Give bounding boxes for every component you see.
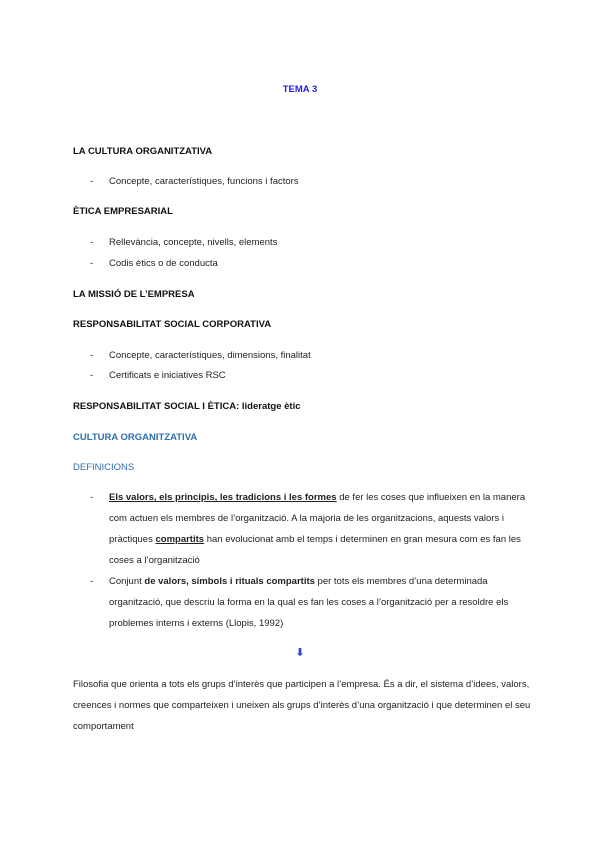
document-title: TEMA 3 xyxy=(282,84,318,95)
definition-2-strong: de valors, símbols i rituals compartits xyxy=(144,576,315,587)
heading-rs-etica: RESPONSABILITAT SOCIAL I ÈTICA: lideratge ètic xyxy=(73,401,301,412)
definition-item-1: - Els valors, els principis, les tradicions i les formes de fer les coses que influeixen en la manera com actuen els membres de l’organització. A la majoria de les organitzacions, aquests valors i pràctiques compartits han evolucionat amb el temps i determinen en gran mesura com es fan les coses a l’organització xyxy=(90,492,526,566)
list-item: - Codis ètics o de conducta xyxy=(90,258,218,269)
definition-item-2: - Conjunt de valors, símbols i rituals compartits per tots els membres d’una determinada organització, que descriu la forma en la qual es fan les coses a l’organització per a resoldre els problemes interns i externs (Llopis, 1992) xyxy=(90,576,509,629)
conclusion-paragraph: Filosofia que orienta a tots els grups d’interès que participen a l’empresa. És a dir, el sistema d’idees, valors, creences i normes que comparteixen i uneixen als grups d’interès d’una organització i que determinen el seu comportament xyxy=(73,679,531,732)
heading-rsc: RESPONSABILITAT SOCIAL CORPORATIVA xyxy=(73,319,272,330)
definition-1-underline: compartits xyxy=(155,534,205,545)
subsection-title: DEFINICIONS xyxy=(73,462,135,473)
list-item: - Concepte, característiques, dimensions, finalitat xyxy=(90,350,311,361)
definition-1-strong: Els valors, els principis, les tradicions i les formes xyxy=(109,492,337,503)
list-item: - Concepte, característiques, funcions i factors xyxy=(90,176,299,187)
heading-etica-empresarial: ÈTICA EMPRESARIAL xyxy=(73,206,173,217)
list-item: - Rellevància, concepte, nivells, elements xyxy=(90,237,278,248)
section-title: CULTURA ORGANITZATIVA xyxy=(73,432,198,443)
arrow-down-icon: ⬇ xyxy=(295,647,305,659)
list-item: - Certificats e iniciatives RSC xyxy=(90,370,226,381)
heading-cultura-organitzativa: LA CULTURA ORGANITZATIVA xyxy=(73,146,213,157)
heading-missio-empresa: LA MISSIÓ DE L’EMPRESA xyxy=(73,289,195,300)
